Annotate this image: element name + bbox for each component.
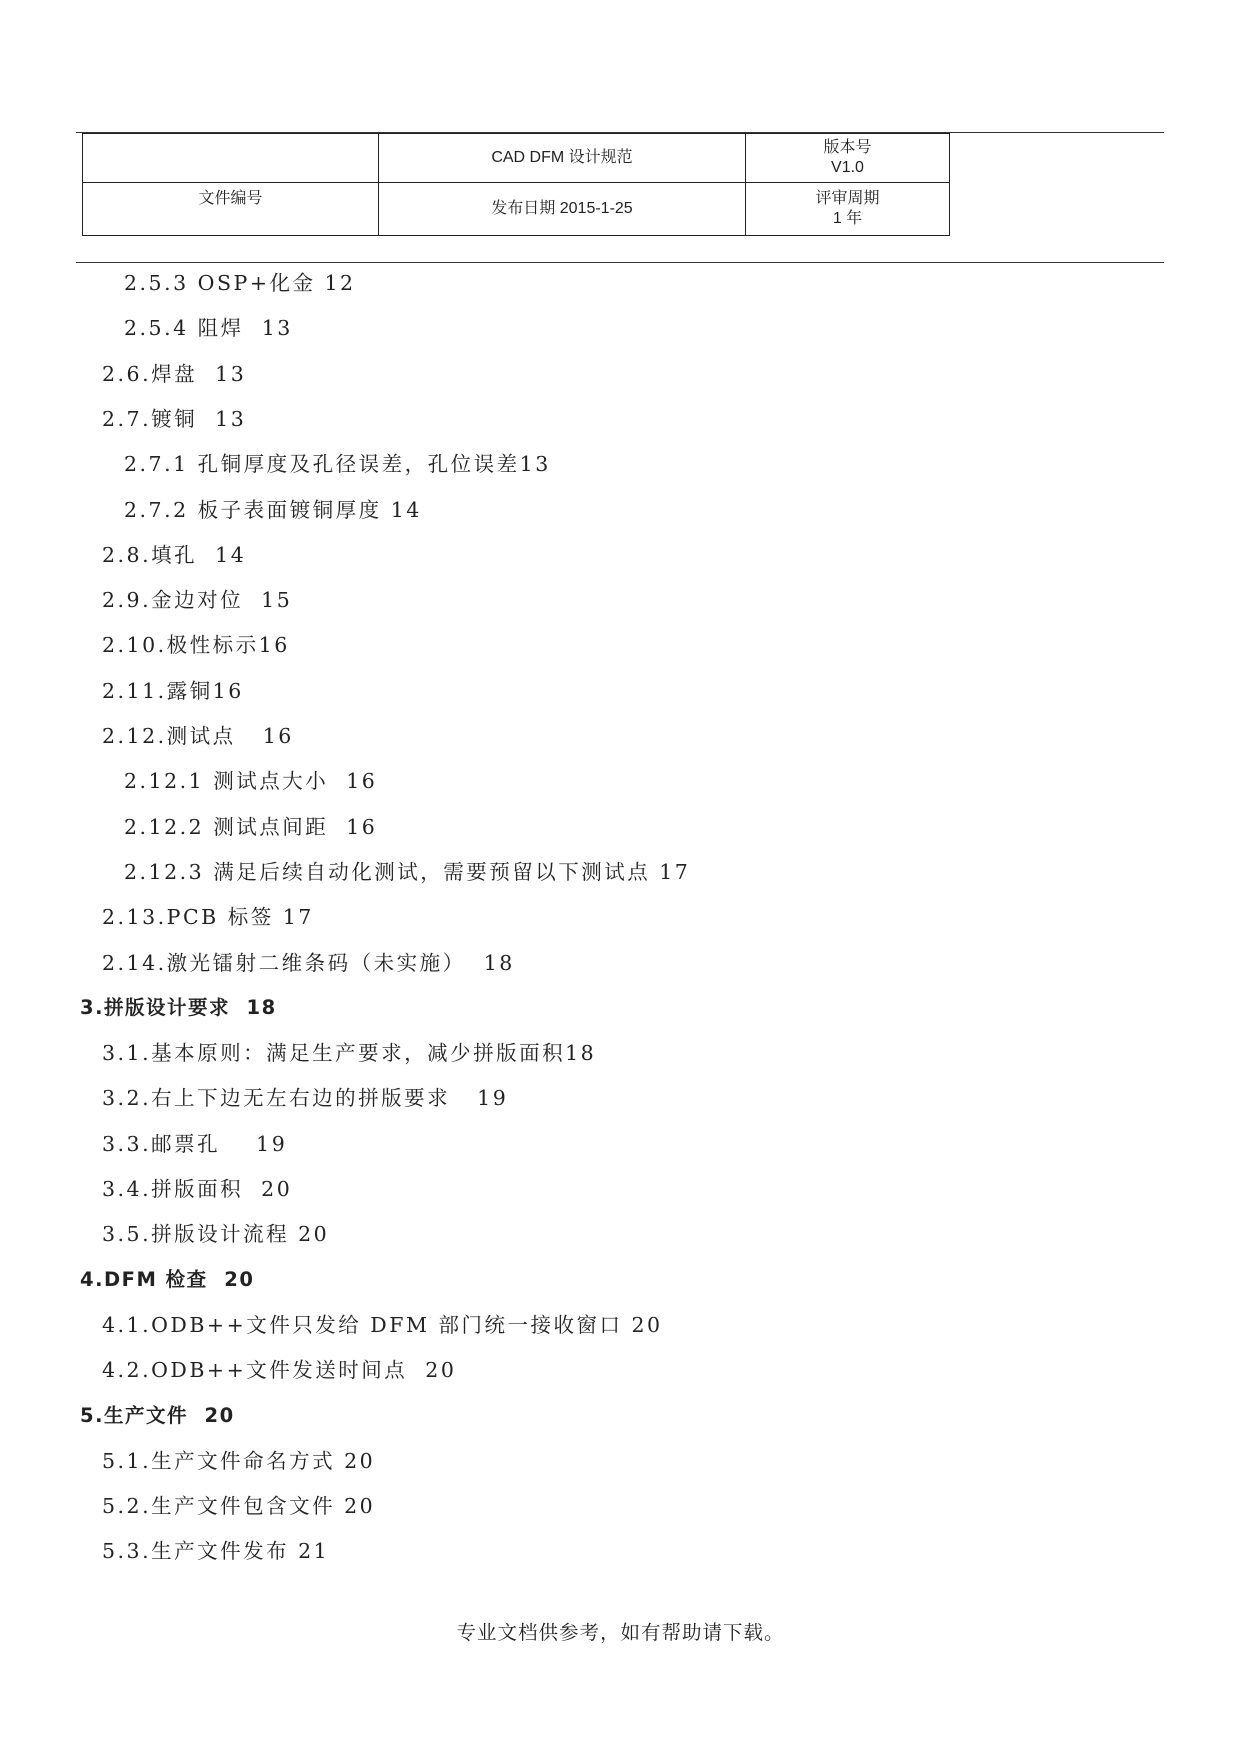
toc-entry[interactable]: 2.12.1 测试点大小 16 bbox=[124, 769, 378, 794]
toc-entry[interactable]: 2.11.露铜16 bbox=[102, 678, 244, 703]
toc-entry[interactable]: 2.8.填孔 14 bbox=[102, 542, 247, 567]
toc-entry[interactable]: 3.4.拼版面积 20 bbox=[102, 1177, 293, 1201]
toc-entry[interactable]: 5.2.生产文件包含文件 20 bbox=[102, 1494, 376, 1519]
toc-entry[interactable]: 2.9.金边对位 15 bbox=[102, 588, 293, 613]
doc-title: CAD DFM 设计规范 bbox=[379, 134, 746, 183]
toc-section-heading[interactable]: 5.生产文件 20 bbox=[80, 1403, 235, 1427]
toc-entry[interactable]: 2.12.3 满足后续自动化测试，需要预留以下测试点 17 bbox=[124, 859, 691, 884]
toc-entry[interactable]: 5.1.生产文件命名方式 20 bbox=[102, 1448, 376, 1473]
toc-entry[interactable]: 2.14.激光镭射二维条码（未实施） 18 bbox=[102, 950, 515, 975]
doc-number-cell bbox=[83, 134, 379, 183]
review-value: 1 年 bbox=[832, 210, 863, 227]
toc-entry[interactable]: 2.10.极性标示16 bbox=[102, 633, 290, 658]
toc-entry[interactable]: 3.3.邮票孔 19 bbox=[102, 1131, 288, 1156]
toc-entry[interactable]: 2.13.PCB 标签 17 bbox=[102, 905, 314, 930]
header-bottom-rule bbox=[76, 262, 1164, 263]
toc-entry[interactable]: 3.2.右上下边无左右边的拼版要求 19 bbox=[102, 1086, 509, 1111]
review-cell bbox=[746, 183, 950, 236]
toc-entry[interactable]: 2.6.焊盘 13 bbox=[102, 361, 247, 386]
release-date: 发布日期 2015-1-25 bbox=[379, 183, 746, 236]
doc-number-label: 文件编号 bbox=[83, 183, 379, 236]
toc-entry[interactable]: 2.7.1 孔铜厚度及孔径误差，孔位误差13 bbox=[124, 452, 551, 477]
version-value: V1.0 bbox=[831, 159, 864, 176]
document-header-table bbox=[82, 133, 950, 236]
toc-entry[interactable]: 3.1.基本原则：满足生产要求，减少拼版面积18 bbox=[102, 1041, 597, 1066]
toc-entry[interactable]: 2.12.测试点 16 bbox=[102, 724, 294, 748]
version-label: 版本号 bbox=[823, 139, 872, 156]
toc-entry[interactable]: 5.3.生产文件发布 21 bbox=[102, 1539, 330, 1564]
toc-entry[interactable]: 4.1.ODB++文件只发给 DFM 部门统一接收窗口 20 bbox=[102, 1312, 663, 1337]
review-label: 评审周期 bbox=[815, 190, 880, 207]
toc-entry[interactable]: 2.12.2 测试点间距 16 bbox=[124, 814, 378, 839]
toc-entry[interactable]: 2.5.3 OSP+化金 12 bbox=[124, 271, 356, 295]
toc-entry[interactable]: 2.5.4 阻焊 13 bbox=[124, 316, 293, 341]
version-cell bbox=[746, 134, 950, 183]
toc-entry[interactable]: 4.2.ODB++文件发送时间点 20 bbox=[102, 1358, 457, 1383]
toc-entry[interactable]: 3.5.拼版设计流程 20 bbox=[102, 1222, 330, 1247]
page-footer: 专业文档供参考，如有帮助请下载。 bbox=[456, 1621, 785, 1644]
toc-section-heading[interactable]: 4.DFM 检查 20 bbox=[80, 1267, 255, 1291]
toc-entry[interactable]: 2.7.镀铜 13 bbox=[102, 406, 247, 431]
toc-entry[interactable]: 2.7.2 板子表面镀铜厚度 14 bbox=[124, 497, 422, 522]
toc-section-heading[interactable]: 3.拼版设计要求 18 bbox=[80, 995, 277, 1019]
